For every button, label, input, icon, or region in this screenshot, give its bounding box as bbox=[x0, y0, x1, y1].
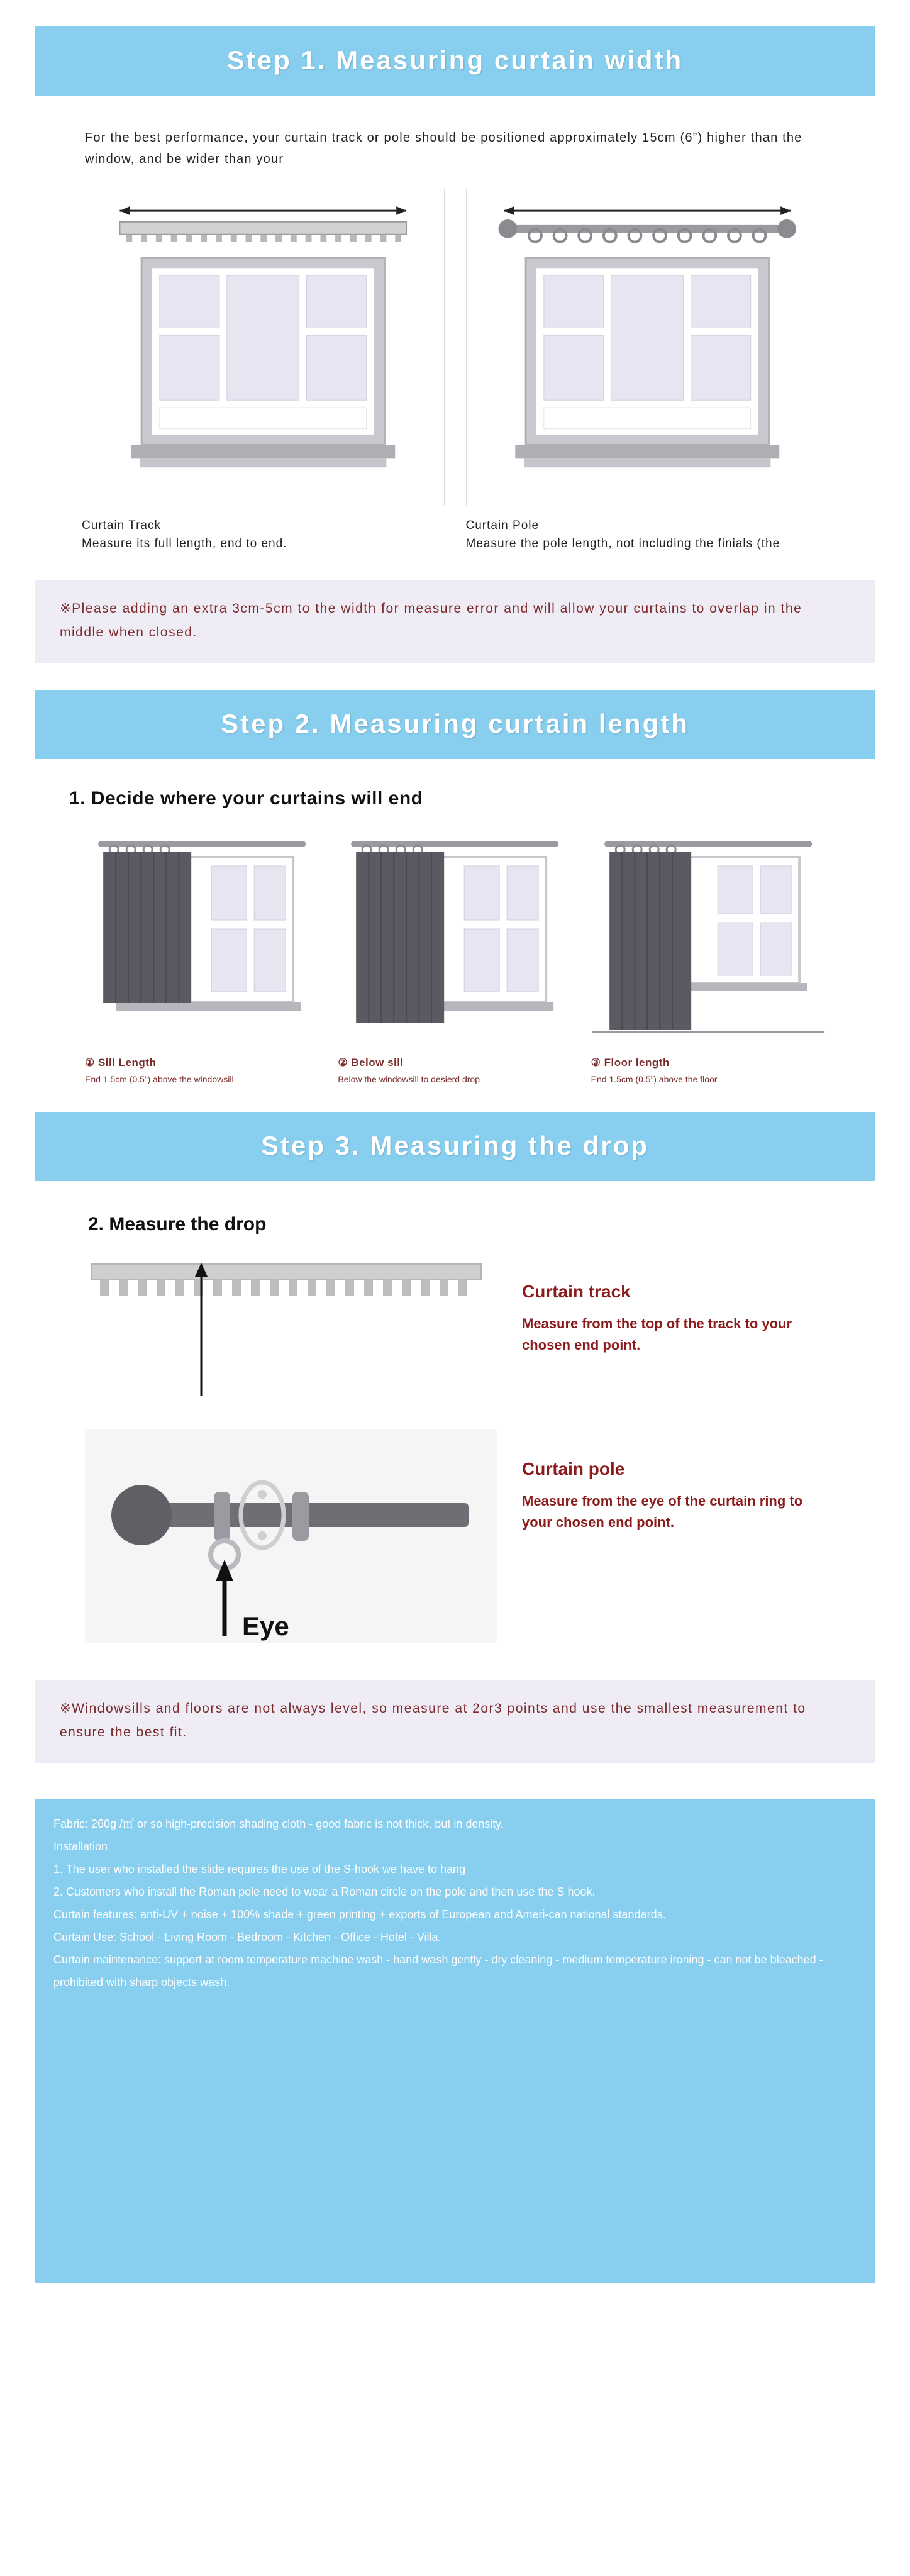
step3-notice: ※Windowsills and floors are not always level, so measure at 2or3 points and use the smallest measurement to ensure the best fit. bbox=[35, 1680, 875, 1763]
track-drop-text bbox=[522, 1252, 825, 1356]
curtain-track-instruction: Measure from the top of the track to your chosen end point. bbox=[522, 1316, 792, 1353]
curtain-pole-instruction: Measure from the eye of the curtain ring to your chosen end point. bbox=[522, 1493, 803, 1530]
eye-label: Eye bbox=[242, 1611, 289, 1641]
curtain-pole-desc: Measure the pole length, not including the finials (the bbox=[465, 537, 780, 550]
sill-length-desc: End 1.5cm (0.5”) above the windowsill bbox=[85, 1074, 234, 1084]
spec-line-install-1: 1. The user who installed the slide requires the use of the S-hook we have to hang bbox=[53, 1863, 466, 1875]
below-sill-label: ② Below sill bbox=[338, 1057, 404, 1069]
sill-length-illustration bbox=[85, 827, 319, 1050]
pole-drop-text bbox=[522, 1429, 825, 1533]
curtain-track-desc: Measure its full length, end to end. bbox=[82, 537, 287, 550]
step1-intro-text: For the best performance, your curtain track or pole should be positioned approximately 15cm (6”) higher than the window, and be wider than your bbox=[85, 131, 802, 166]
product-spec-block bbox=[35, 1799, 875, 2283]
step1-diagram-panels bbox=[82, 189, 828, 553]
below-sill-svg bbox=[338, 827, 572, 1050]
curtain-pole-title: Curtain Pole bbox=[465, 519, 540, 532]
curtain-pole-panel bbox=[466, 189, 829, 553]
floor-length-desc: End 1.5cm (0.5”) above the floor bbox=[591, 1074, 718, 1084]
step3-section bbox=[0, 1085, 910, 1763]
below-sill-illustration bbox=[338, 827, 572, 1050]
spec-line-maintenance: Curtain maintenance: support at room temperature machine wash - hand wash gently - dry cleaning - medium temperature ironing - can not be bleached - prohibited with sharp objects wash. bbox=[53, 1953, 826, 1989]
floor-length-illustration bbox=[591, 827, 825, 1050]
step3-track-row bbox=[85, 1252, 825, 1402]
step2-subtitle: 1. Decide where your curtains will end bbox=[69, 788, 423, 809]
curtain-track-panel bbox=[82, 189, 445, 553]
curtain-track-caption bbox=[82, 516, 445, 553]
floor-length-svg bbox=[591, 827, 825, 1050]
spec-line-installation: Installation: bbox=[53, 1840, 111, 1853]
pole-drop-svg bbox=[85, 1429, 497, 1643]
step3-pole-row bbox=[85, 1429, 825, 1643]
track-drop-illustration bbox=[85, 1252, 497, 1402]
curtain-pole-illustration bbox=[466, 189, 829, 506]
track-drop-svg bbox=[85, 1252, 497, 1402]
floor-length-label: ③ Floor length bbox=[591, 1057, 670, 1069]
option-below-sill bbox=[338, 827, 572, 1085]
below-sill-desc: Below the windowsill to desierd drop bbox=[338, 1074, 480, 1084]
step3-banner: Step 3. Measuring the drop bbox=[35, 1112, 875, 1181]
spec-line-use: Curtain Use: School - Living Room - Bedroom - Kitchen - Office - Hotel - Villa. bbox=[53, 1931, 441, 1943]
step1-banner: Step 1. Measuring curtain width bbox=[35, 26, 875, 96]
curtain-track-heading: Curtain track bbox=[522, 1282, 631, 1301]
spec-line-install-2: 2. Customers who install the Roman pole need to wear a Roman circle on the pole and then use the S hook. bbox=[53, 1885, 596, 1898]
sill-length-label: ① Sill Length bbox=[85, 1057, 157, 1069]
curtain-track-svg bbox=[82, 189, 444, 506]
step1-notice: ※Please adding an extra 3cm-5cm to the width for measure error and will allow your curtains to overlap in the middle when closed. bbox=[35, 580, 875, 663]
spec-line-fabric: Fabric: 260g /㎡ or so high-precision shading cloth - good fabric is not thick, but in density. bbox=[53, 1818, 504, 1830]
curtain-pole-heading: Curtain pole bbox=[522, 1459, 625, 1479]
option-sill-length bbox=[85, 827, 319, 1085]
curtain-track-illustration bbox=[82, 189, 445, 506]
curtain-pole-caption bbox=[466, 516, 829, 553]
pole-drop-illustration bbox=[85, 1429, 497, 1643]
step2-section bbox=[0, 663, 910, 1085]
sill-length-svg bbox=[85, 827, 319, 1050]
step2-options bbox=[85, 827, 825, 1085]
spec-line-features: Curtain features: anti-UV + noise + 100% shade + green printing + exports of European and Ameri-can national standards. bbox=[53, 1908, 666, 1921]
curtain-track-title: Curtain Track bbox=[82, 519, 161, 532]
step1-section bbox=[0, 0, 910, 663]
option-floor-length bbox=[591, 827, 825, 1085]
step2-banner: Step 2. Measuring curtain length bbox=[35, 690, 875, 759]
curtain-pole-svg bbox=[467, 189, 828, 506]
step3-subtitle: 2. Measure the drop bbox=[88, 1214, 267, 1235]
